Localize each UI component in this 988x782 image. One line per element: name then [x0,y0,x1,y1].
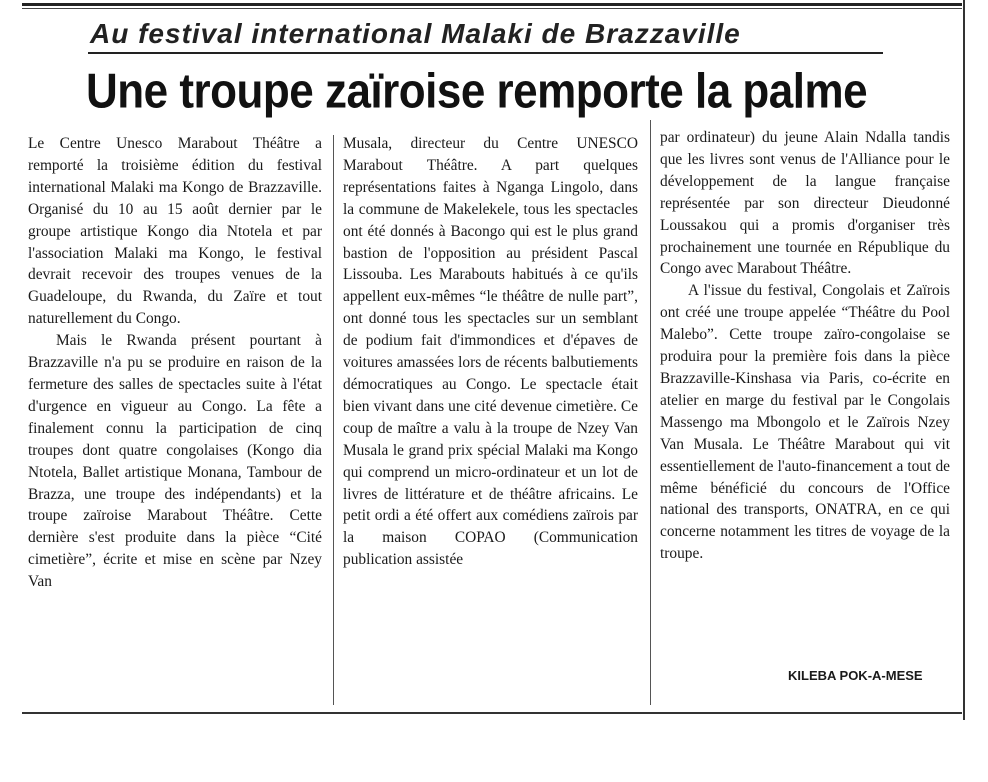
top-border-thin-rule [22,8,962,9]
right-border-rule [963,0,965,720]
column-1-paragraph-2: Mais le Rwanda présent pourtant à Brazzaville n'a pu se produire en raison de la fermeture des salles de spectacles suite à l'état d'urgence en vigueur au Congo. La fête a finalement connu la participation de cinq troupes dont quatre congolaises (Kongo dia Ntotela, Ballet artistique Monana, Tambour de Brazza, une troupe des indépendants) et la troupe zaïroise Marabout Théâtre. Cette dernière s'est produite dans la pièce “Cité cimetière”, écrite et mise en scène par Nzey Van [28,332,322,591]
column-divider-1 [333,135,334,705]
column-2-paragraph-1: Musala, directeur du Centre UNESCO Marabout Théâtre. A part quelques représentations faites à Nganga Lingolo, dans la commune de Makelekele, tous les spectacles ont été donnés à Bacongo qui est le plus grand bastion de l'opposition au président Pascal Lissouba. Les Marabouts habitués à ce qu'ils appellent eux-mêmes “le théâtre de nulle part”, ont donné tous les spectacles sur un semblant de podium fait d'immondices et d'épaves de voitures amassées lors de récents balbutiements démocratiques au Congo. Le spectacle était bien vivant dans une cité devenue cimetière. Ce coup de maître a valu à la troupe de Nzey Van Musala le grand prix spécial Malaki ma Kongo qui comprend un micro-ordinateur et un lot de livres de littérature et de théâtre africains. Le petit ordi a été offert aux comédiens zaïrois par la maison COPAO (Communication publication assistée [343,135,638,569]
bottom-border-rule [22,712,962,714]
article-headline: Une troupe zaïroise remporte la palme [86,64,868,119]
article-kicker: Au festival international Malaki de Brazzaville [90,18,741,49]
article-column-3 [660,127,950,565]
article-column-1 [28,133,322,593]
column-3-paragraph-1: par ordinateur) du jeune Alain Ndalla tandis que les livres sont venus de l'Alliance pour le développement de la langue française représentée par son directeur Dieudonné Loussakou qui a promis d'organiser très prochainement une tournée en République du Congo avec Marabout Théâtre. [660,129,950,278]
column-1-paragraph-1: Le Centre Unesco Marabout Théâtre a remporté la troisième édition du festival international Malaki ma Kongo de Brazzaville. Organisé du 10 au 15 août dernier par le groupe artistique Kongo dia Ntotela et par l'association Malaki ma Kongo, le festival devrait recevoir des troupes venues de la Guadeloupe, du Rwanda, du Zaïre et tout naturellement du Congo. [28,135,322,328]
column-3-paragraph-2: A l'issue du festival, Congolais et Zaïrois ont créé une troupe appelée “Théâtre du Pool Malebo”. Cette troupe zaïro-congolaise se produira pour la première fois dans la pièce Brazzaville-Kinshasa via Paris, co-écrite en atelier en marge du festival par le Congolais Massengo ma Mbongolo et le Zaïrois Nzey Van Musala. Le Théâtre Marabout qui vit essentiellement de l'auto-financement a tout de même bénéficié du concours de l'Office national des transports, ONATRA, en ce qui concerne notamment les titres de voyage de la troupe. [660,282,950,563]
column-divider-2 [650,120,651,705]
article-byline: KILEBA POK-A-MESE [788,668,923,683]
kicker-underline [88,52,883,54]
article-column-2 [343,133,638,571]
top-border-rule [22,3,962,6]
